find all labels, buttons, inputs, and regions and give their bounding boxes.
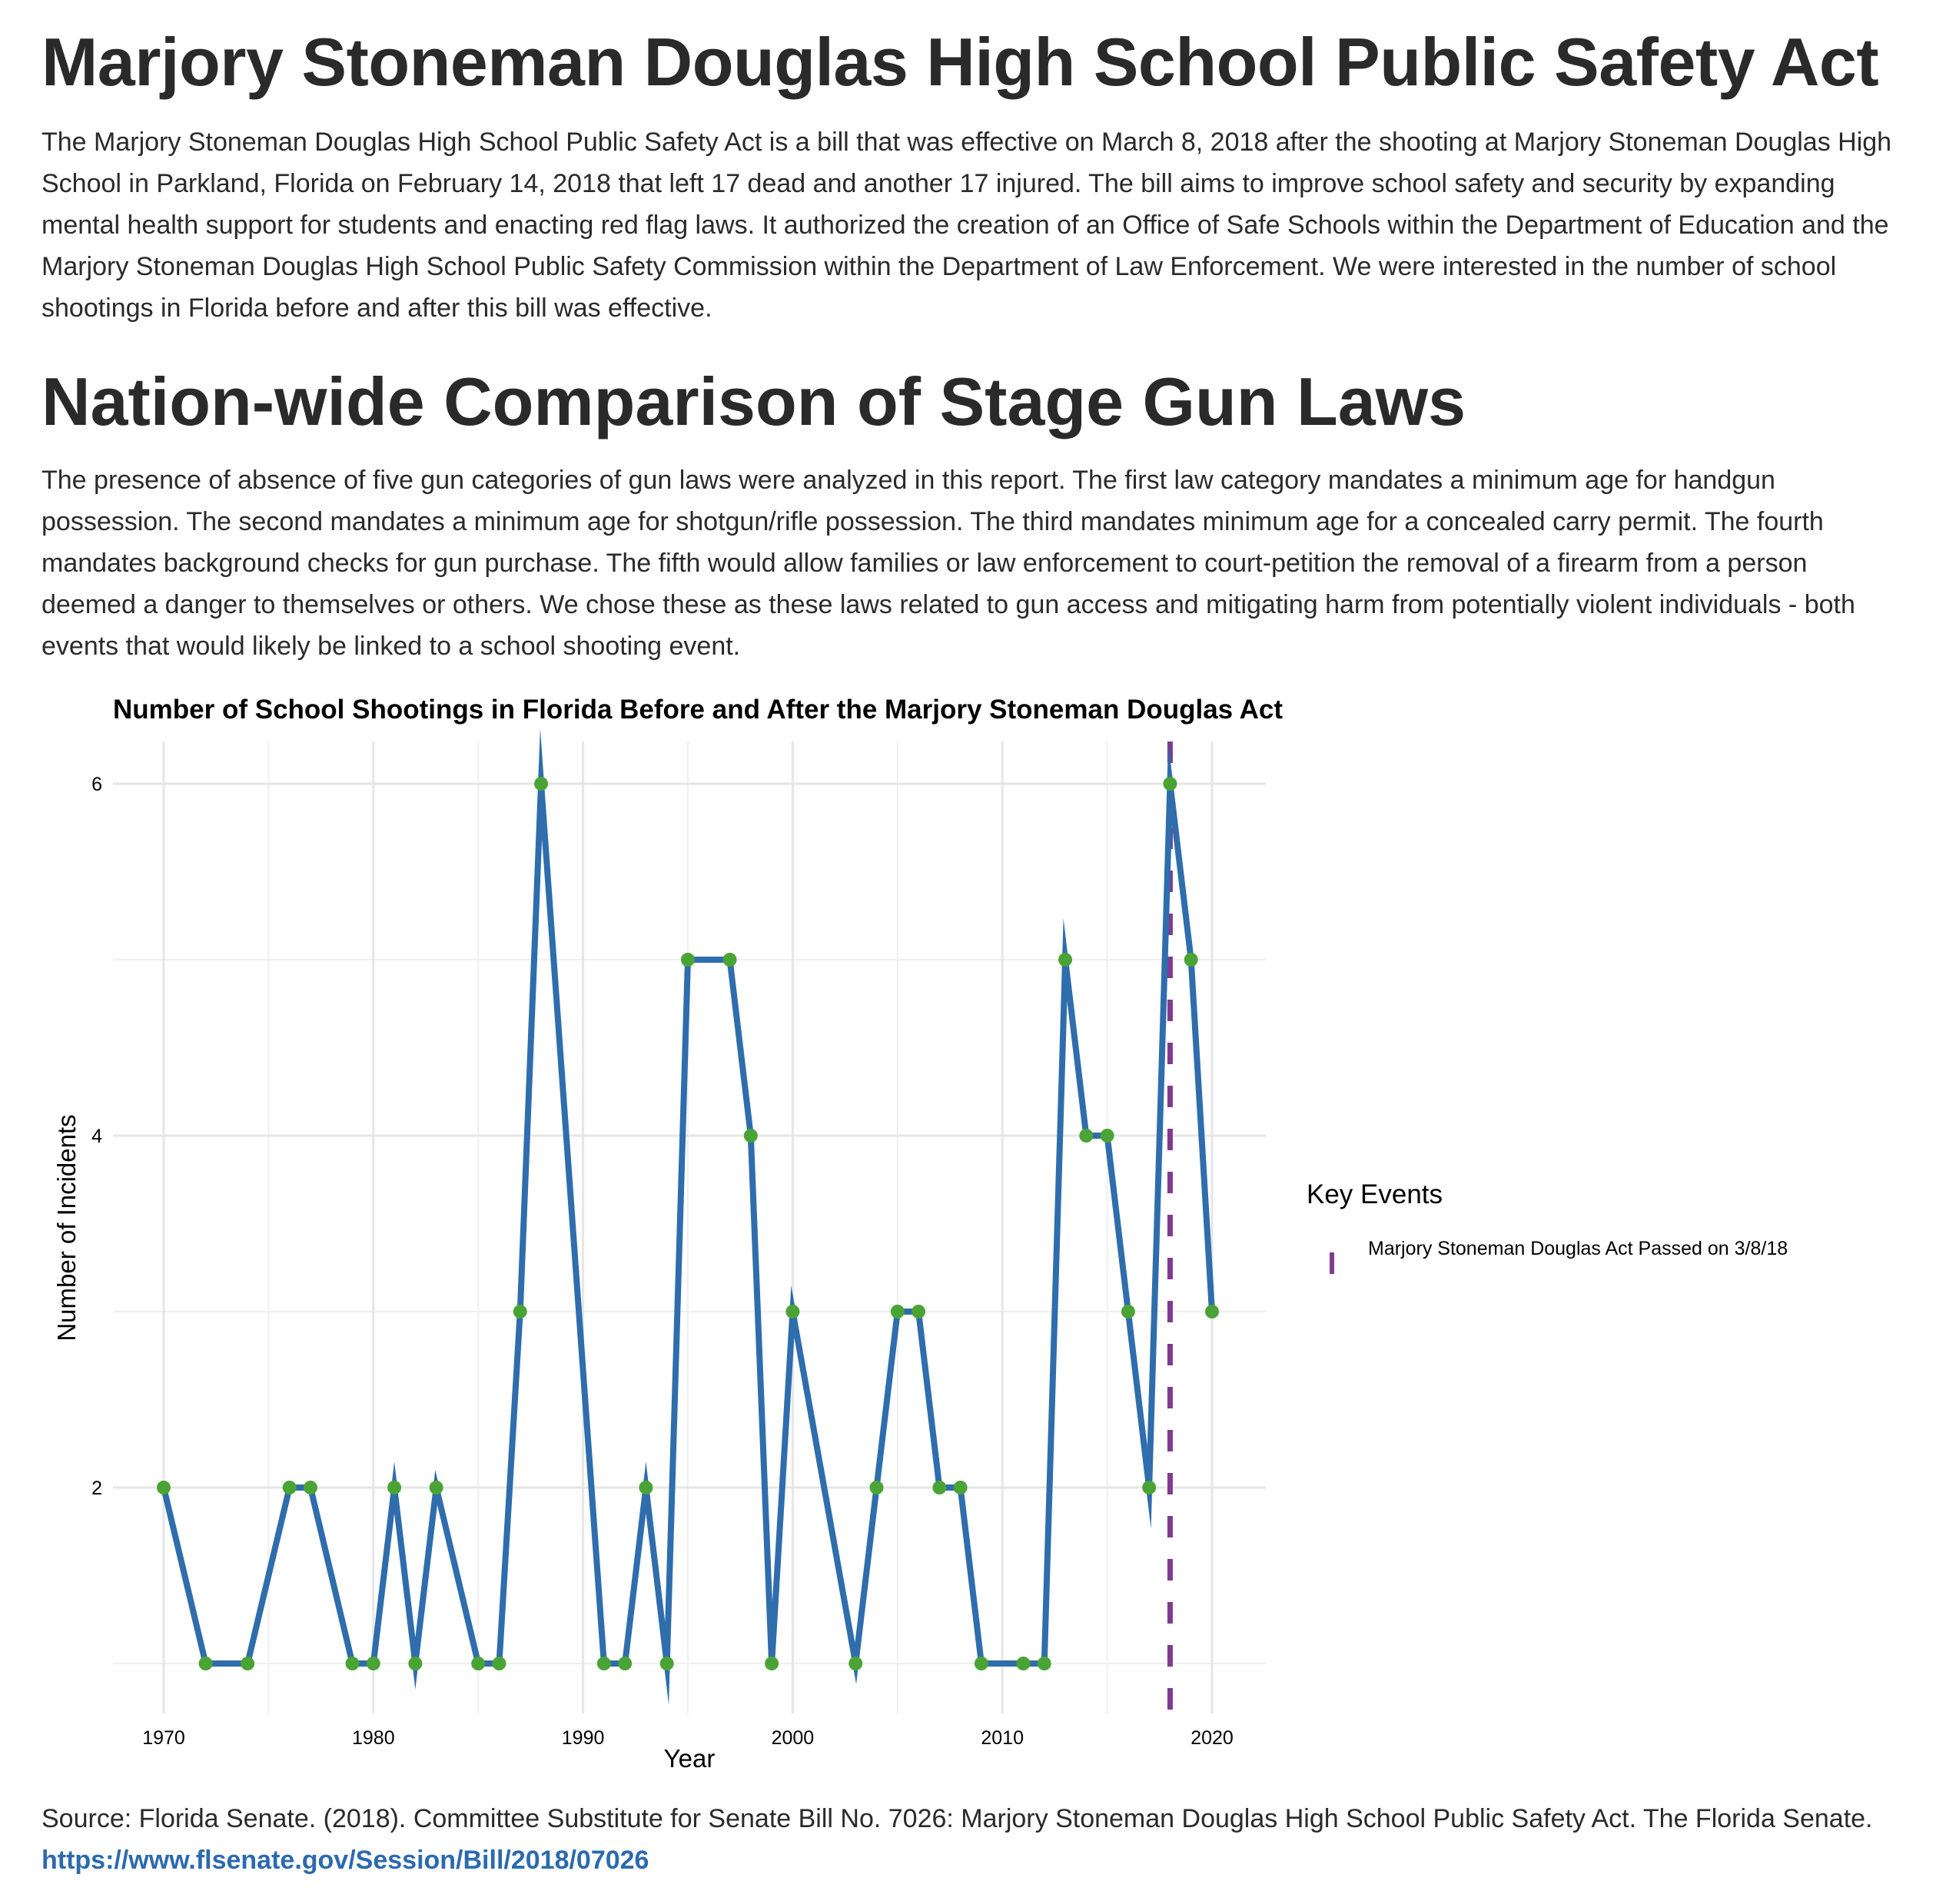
data-point [954,1481,968,1494]
data-point [765,1657,779,1670]
data-point [346,1657,360,1670]
data-point [870,1481,884,1494]
source-link[interactable]: https://www.flsenate.gov/Session/Bill/2018/07026 [42,1846,649,1875]
data-point [1184,953,1198,967]
legend-title: Key Events [1307,1179,1443,1209]
data-point [975,1657,988,1670]
data-point [681,953,695,967]
x-tick-label: 1970 [142,1727,185,1749]
grid-minor [113,741,1266,1713]
x-tick-label: 2010 [981,1727,1024,1749]
data-point [1058,953,1072,967]
y-tick-label: 4 [91,1126,102,1147]
x-tick-label: 1980 [351,1727,395,1749]
data-point [785,1305,799,1319]
x-tick-label: 1990 [561,1727,605,1749]
grid-major [113,741,1266,1713]
data-point [744,1129,758,1143]
source-text: Source: Florida Senate. (2018). Committee Substitute for Senate Bill No. 7026: Marjory Stoneman Douglas High School Public Safety Act. The Florida Senate. [42,1804,1873,1833]
data-point [241,1657,254,1670]
data-point [367,1657,380,1670]
data-point [471,1657,485,1670]
x-axis-label: Year [663,1744,716,1773]
data-point [534,777,548,791]
data-point [430,1481,443,1494]
gun-laws-paragraph: The presence of absence of five gun categories of gun laws were analyzed in this report. The first law category mandates a minimum age for handgun possession. The second mandates a minimum age for shotgun/rifle possession. The third mandates minimum age for a concealed carry permit. The fourth mandates background checks for gun purchase. The fifth would allow families or law enforcement to court-petition the removal of a firearm from a person deemed a danger to themselves or others. We chose these as these laws related to gun access and mitigating harm from potentially violent individuals - both events that would likely be linked to a school shooting event. [42,466,1855,661]
x-tick-label: 2020 [1191,1727,1234,1749]
data-point [1142,1481,1156,1494]
data-point [848,1657,862,1670]
data-point [639,1481,653,1494]
section-heading: Nation-wide Comparison of Stage Gun Laws [42,363,1466,440]
data-point [283,1481,297,1494]
data-point [199,1657,213,1670]
data-point [1038,1657,1051,1670]
page-title: Marjory Stoneman Douglas High School Public Safety Act [42,24,1879,100]
legend [1307,1179,1788,1275]
data-point [912,1305,925,1319]
data-point [1163,777,1177,791]
y-axis-label: Number of Incidents [52,1114,81,1342]
line-chart [0,676,1946,1783]
source-citation [42,1798,1901,1881]
intro-paragraph: The Marjory Stoneman Douglas High School Public Safety Act is a bill that was effective on March 8, 2018 after the shooting at Marjory Stoneman Douglas High School in Parkland, Florida on February 14, 2018 that left 17 dead and another 17 injured. The bill aims to improve school safety and security by expanding mental health support for students and enacting red flag laws. It authorized the creation of an Office of Safe Schools within the Department of Education and the Marjory Stoneman Douglas High School Public Safety Commission within the Department of Law Enforcement. We were interested in the number of school shootings in Florida before and after this bill was effective. [42,128,1892,323]
x-tick-label: 2000 [771,1727,815,1749]
data-point [304,1481,317,1494]
data-point [597,1657,611,1670]
data-point [660,1657,674,1670]
data-point [1016,1657,1030,1670]
data-point [157,1481,171,1494]
chart-title: Number of School Shootings in Florida Before and After the Marjory Stoneman Douglas Act [113,695,1283,725]
data-point [513,1305,527,1319]
data-point [723,953,737,967]
data-point [1079,1129,1093,1143]
data-point [1205,1305,1219,1319]
data-point [891,1305,905,1319]
y-axis-ticks [91,774,102,1499]
data-point [618,1657,632,1670]
data-point [932,1481,946,1494]
y-tick-label: 2 [91,1478,102,1499]
data-point [1101,1129,1114,1143]
data-point [492,1657,506,1670]
data-point [408,1657,422,1670]
y-tick-label: 6 [91,774,102,795]
data-point [387,1481,401,1494]
data-point [1121,1305,1135,1319]
legend-entry-label: Marjory Stoneman Douglas Act Passed on 3/8/18 [1368,1238,1788,1259]
